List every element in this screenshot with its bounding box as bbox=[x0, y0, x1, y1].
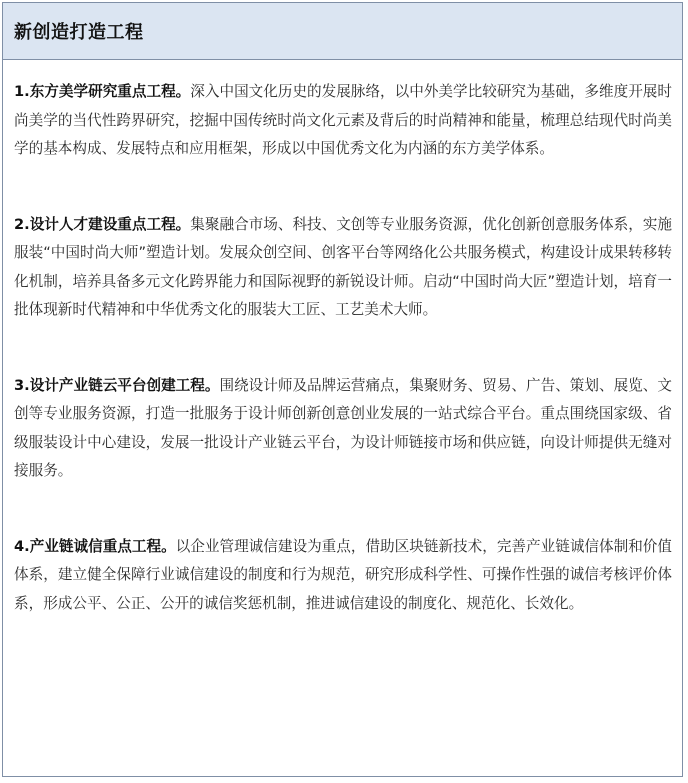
project-item-title: 3.设计产业链云平台创建工程。 bbox=[14, 376, 220, 394]
panel-title: 新创造打造工程 bbox=[14, 22, 144, 43]
project-item-4 bbox=[14, 533, 672, 619]
project-item-body: 以企业管理诚信建设为重点，借助区块链新技术，完善产业链诚信体制和价值体系，建立健全保障行业诚信建设的制度和行为规范，研究形成科学性、可操作性强的诚信考核评价体系，形成公平、公正、公开的诚信奖惩机制，推进诚信建设的制度化、规范化、长效化。 bbox=[14, 537, 672, 612]
project-item-3 bbox=[14, 372, 672, 486]
panel-header bbox=[3, 3, 682, 60]
project-item-body: 集聚融合市场、科技、文创等专业服务资源，优化创新创意服务体系，实施服装“中国时尚大师”塑造计划。发展众创空间、创客平台等网络化公共服务模式，构建设计成果转移转化机制，培养具备多元文化跨界能力和国际视野的新锐设计师。启动“中国时尚大匠”塑造计划，培育一批体现新时代精神和中华优秀文化的服装大工匠、工艺美术大师。 bbox=[14, 215, 672, 318]
project-item-body: 深入中国文化历史的发展脉络，以中外美学比较研究为基础，多维度开展时尚美学的当代性跨界研究，挖掘中国传统时尚文化元素及背后的时尚精神和能量，梳理总结现代时尚美学的基本构成、发展特点和应用框架，形成以中国优秀文化为内涵的东方美学体系。 bbox=[14, 83, 672, 157]
project-item-2 bbox=[14, 211, 672, 325]
project-item-title: 1.东方美学研究重点工程。 bbox=[14, 83, 191, 100]
project-item-body: 围绕设计师及品牌运营痛点，集聚财务、贸易、广告、策划、展览、文创等专业服务资源，打造一批服务于设计师创新创意创业发展的一站式综合平台。重点围绕国家级、省级服装设计中心建设，发展一批设计产业链云平台，为设计师链接市场和供应链，向设计师提供无缝对接服务。 bbox=[14, 376, 672, 479]
project-panel bbox=[2, 2, 683, 777]
project-item-title: 4.产业链诚信重点工程。 bbox=[14, 537, 176, 555]
project-item-title: 2.设计人才建设重点工程。 bbox=[14, 215, 191, 233]
project-item-1 bbox=[14, 78, 672, 164]
panel-content bbox=[3, 60, 682, 618]
